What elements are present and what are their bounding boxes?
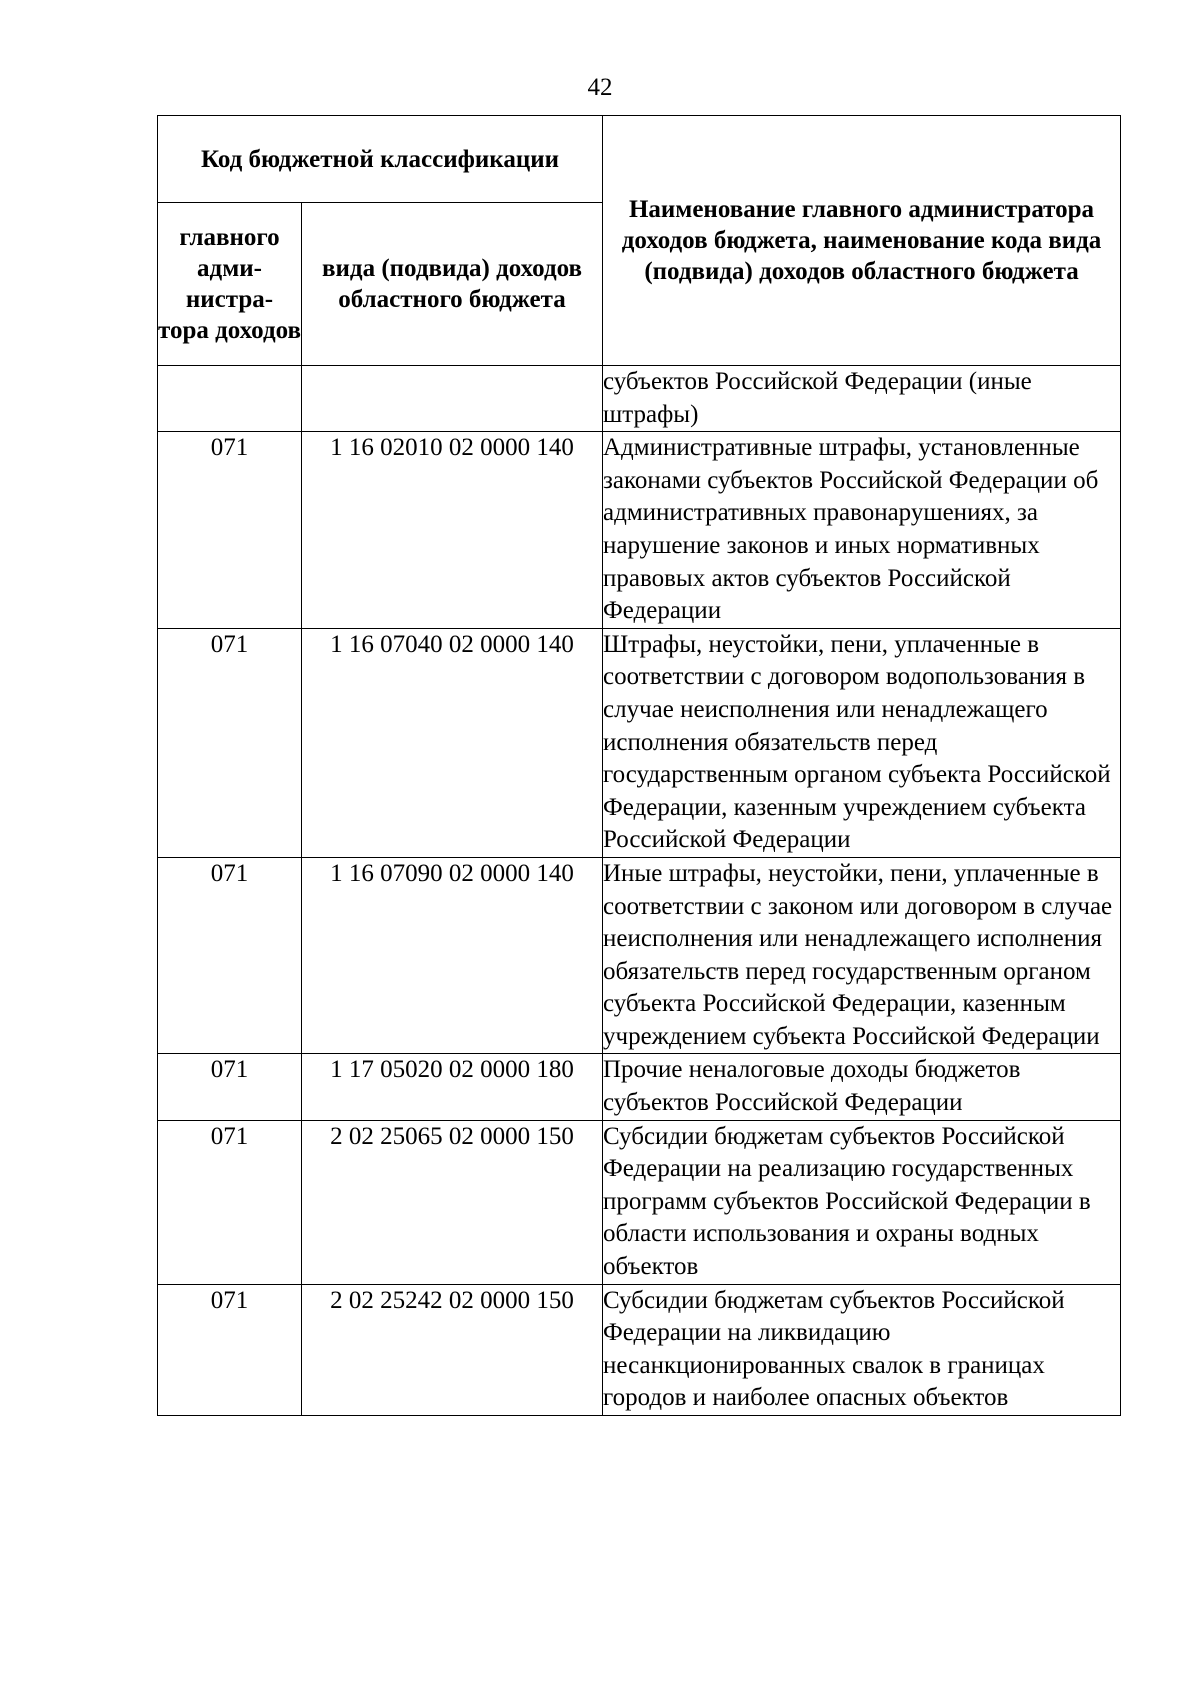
income-code-cell <box>302 366 603 432</box>
budget-classification-table <box>157 115 1121 1416</box>
admin-code-cell: 071 <box>158 1120 302 1284</box>
table-header <box>158 116 1121 366</box>
admin-code-cell <box>158 366 302 432</box>
table-row <box>158 1054 1121 1120</box>
income-code-cell: 2 02 25065 02 0000 150 <box>302 1120 603 1284</box>
admin-code-cell: 071 <box>158 857 302 1054</box>
income-name-cell: Штрафы, неустойки, пени, уплаченные в соответствии с договором водопользования в случае неисполнения или ненадлежащего исполнения обязательств перед государственным органом субъекта Российской Федерации, казенным учреждением субъекта Российской Федерации <box>603 628 1121 857</box>
header-admin-column: главного адми- нистра- тора доходов <box>158 203 302 366</box>
admin-code-cell: 071 <box>158 628 302 857</box>
header-type-column: вида (подвида) доходов областного бюджета <box>302 203 603 366</box>
table-body <box>158 366 1121 1416</box>
admin-code-cell: 071 <box>158 1284 302 1415</box>
income-code-cell: 1 16 07040 02 0000 140 <box>302 628 603 857</box>
income-code-cell: 1 16 02010 02 0000 140 <box>302 432 603 629</box>
table-row <box>158 1284 1121 1415</box>
header-budget-classification-code: Код бюджетной классификации <box>158 116 603 203</box>
income-code-cell: 2 02 25242 02 0000 150 <box>302 1284 603 1415</box>
header-name-column: Наименование главного администратора доходов бюджета, наименование кода вида (подвида) доходов областного бюджета <box>603 116 1121 366</box>
income-name-cell: Субсидии бюджетам субъектов Российской Федерации на реализацию государственных программ субъектов Российской Федерации в области использования и охраны водных объектов <box>603 1120 1121 1284</box>
income-name-cell: Прочие неналоговые доходы бюджетов субъектов Российской Федерации <box>603 1054 1121 1120</box>
table-row <box>158 432 1121 629</box>
table-row <box>158 1120 1121 1284</box>
admin-code-cell: 071 <box>158 1054 302 1120</box>
income-code-cell: 1 16 07090 02 0000 140 <box>302 857 603 1054</box>
page-number: 42 <box>587 74 613 101</box>
table-row <box>158 366 1121 432</box>
income-name-cell: Иные штрафы, неустойки, пени, уплаченные в соответствии с законом или договором в случае неисполнения или ненадлежащего исполнения обязательств перед государственным органом субъекта Российской Федерации, казенным учреждением субъекта Российской Федерации <box>603 857 1121 1054</box>
income-code-cell: 1 17 05020 02 0000 180 <box>302 1054 603 1120</box>
income-name-cell: Субсидии бюджетам субъектов Российской Федерации на ликвидацию несанкционированных свалок в границах городов и наиболее опасных объектов <box>603 1284 1121 1415</box>
income-name-cell: субъектов Российской Федерации (иные штрафы) <box>603 366 1121 432</box>
table-row <box>158 628 1121 857</box>
table-row <box>158 857 1121 1054</box>
income-name-cell: Административные штрафы, установленные законами субъектов Российской Федерации об административных правонарушениях, за нарушение законов и иных нормативных правовых актов субъектов Российской Федерации <box>603 432 1121 629</box>
admin-code-cell: 071 <box>158 432 302 629</box>
